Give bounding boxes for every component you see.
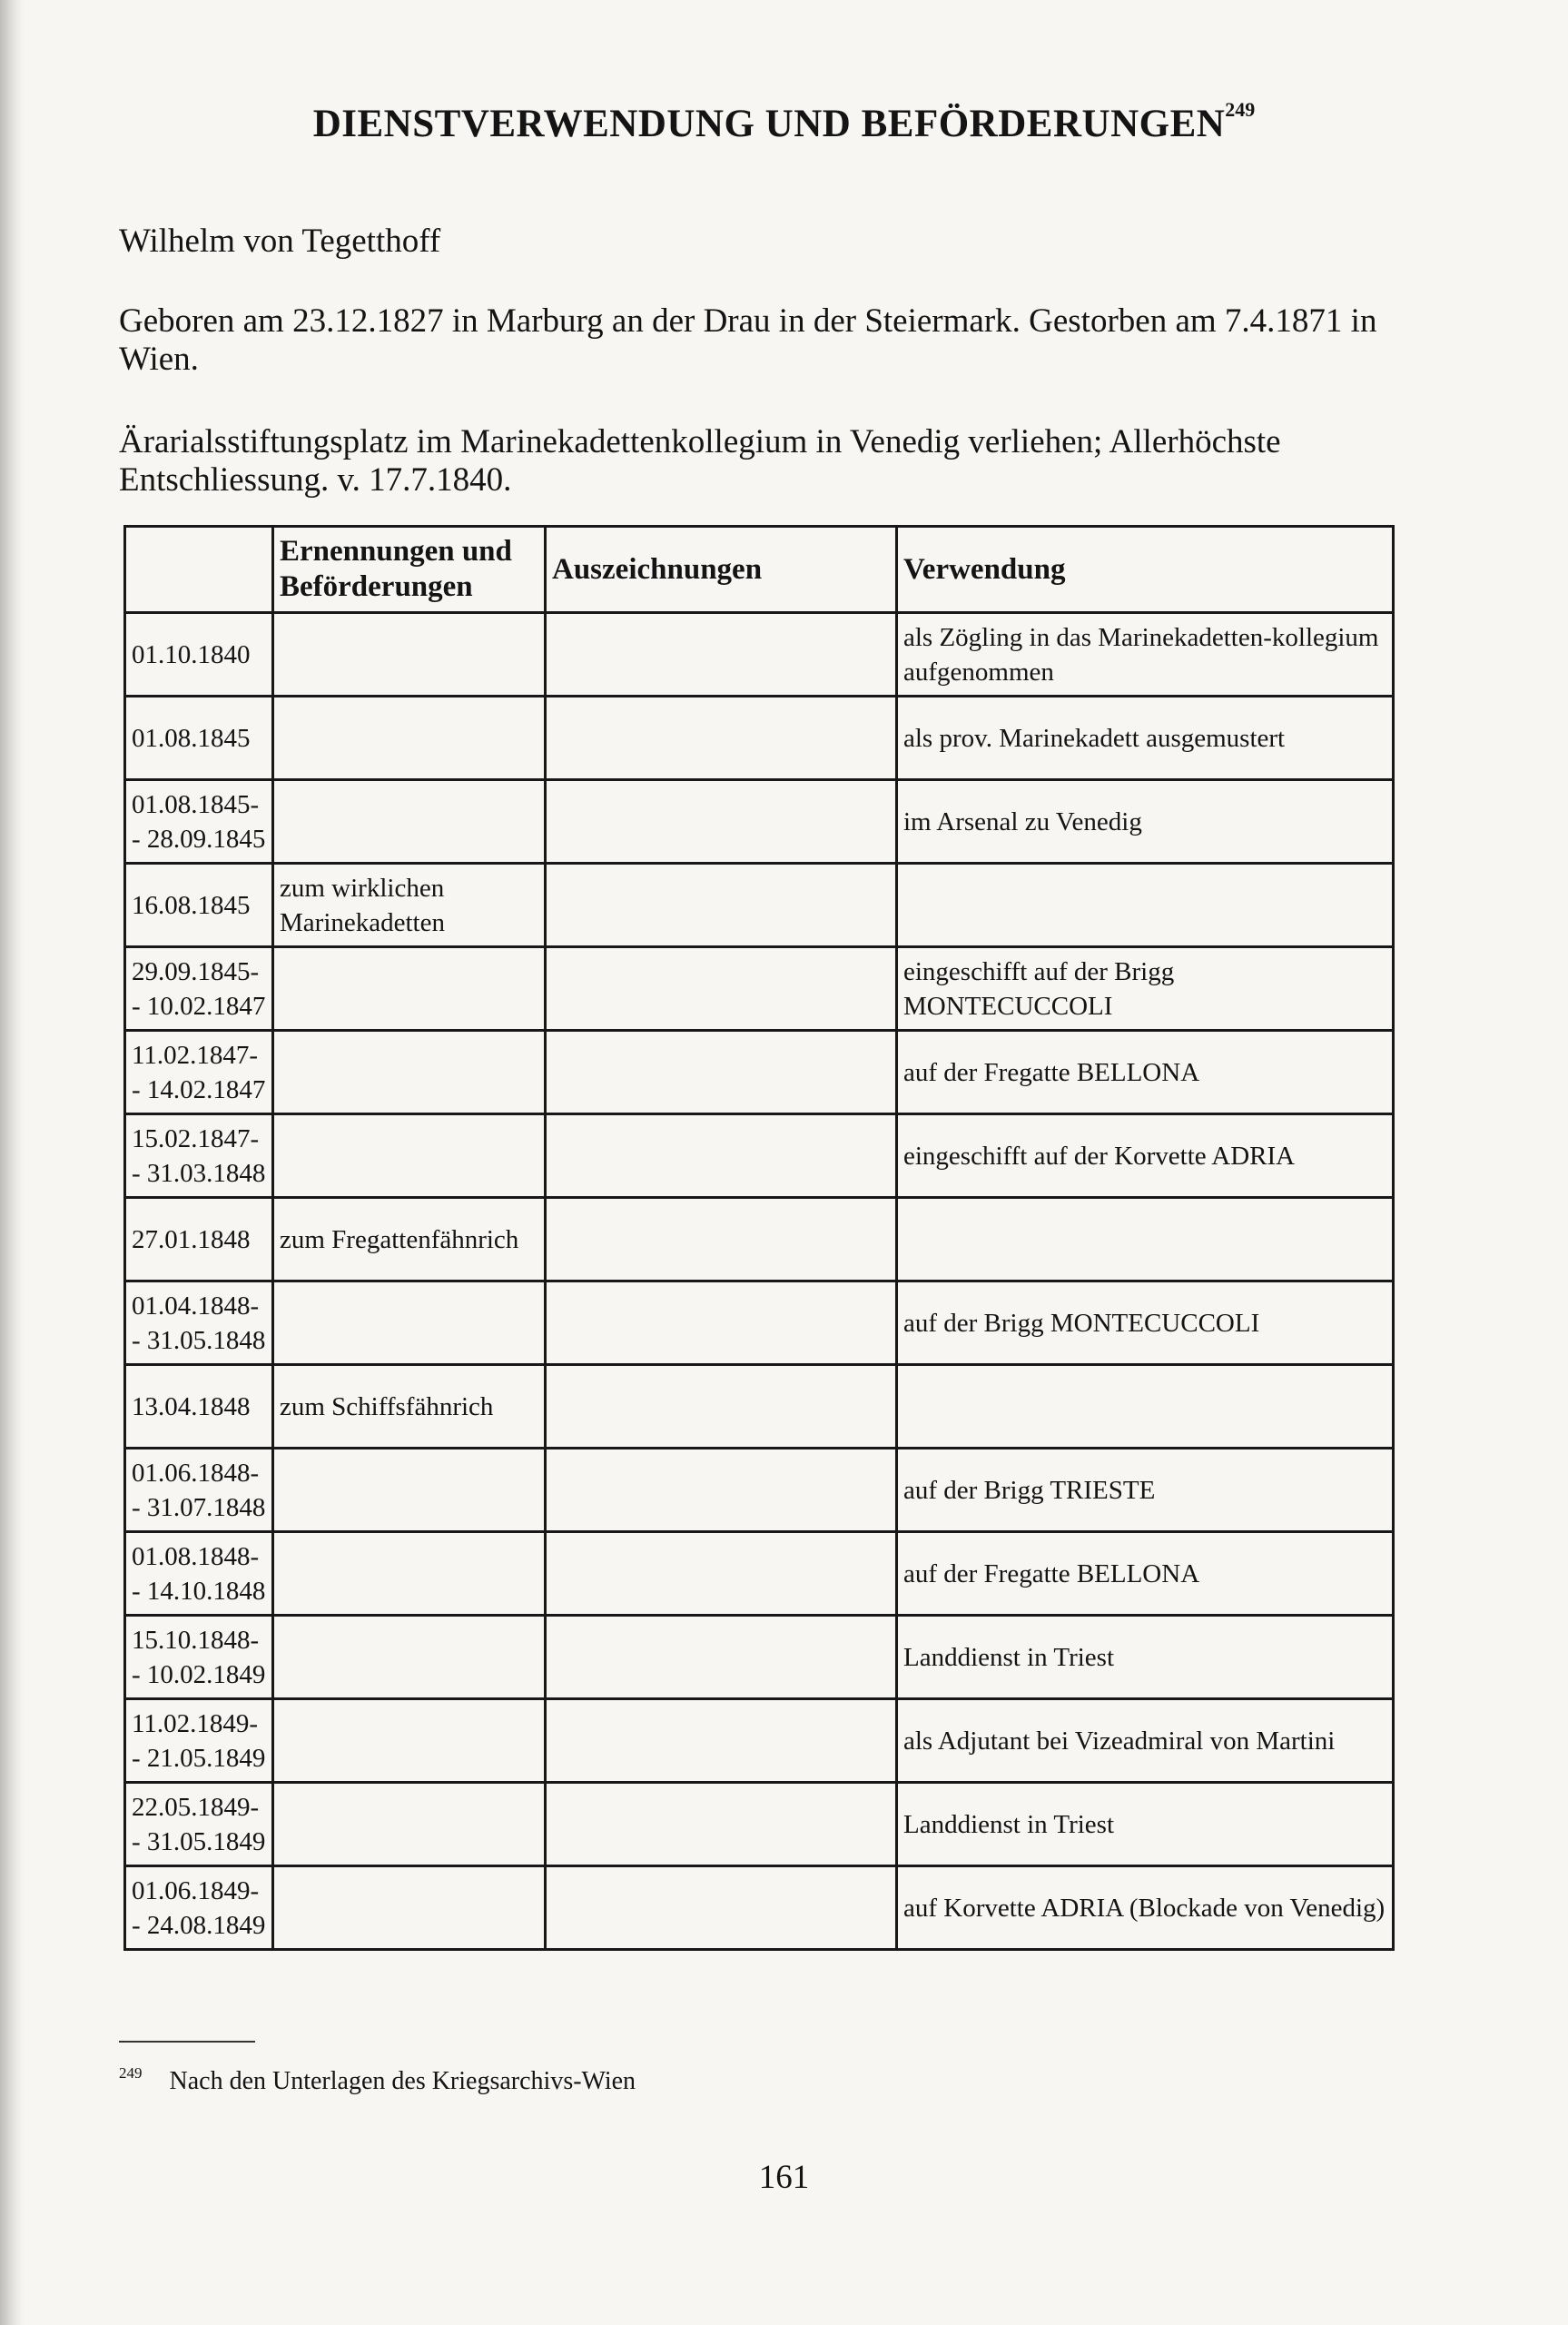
table-row <box>125 1281 1394 1365</box>
row-award <box>546 947 897 1031</box>
row-date: 01.04.1848-- 31.05.1848 <box>125 1281 273 1365</box>
row-promotion <box>273 780 546 864</box>
row-date: 11.02.1847-- 14.02.1847 <box>125 1031 273 1114</box>
service-record-body <box>125 613 1394 1950</box>
table-row <box>125 697 1394 780</box>
row-date: 01.08.1845 <box>125 697 273 780</box>
row-promotion <box>273 1699 546 1783</box>
table-row <box>125 1616 1394 1699</box>
row-award <box>546 1198 897 1281</box>
table-row <box>125 1449 1394 1532</box>
row-promotion: zum Schiffsfähnrich <box>273 1365 546 1449</box>
row-award <box>546 613 897 697</box>
row-award <box>546 864 897 947</box>
row-award <box>546 1532 897 1616</box>
row-assignment <box>897 1365 1394 1449</box>
row-assignment: Landdienst in Triest <box>897 1616 1394 1699</box>
row-award <box>546 780 897 864</box>
table-row <box>125 780 1394 864</box>
row-award <box>546 1449 897 1532</box>
footnote-divider <box>119 2041 255 2043</box>
row-assignment: als prov. Marinekadett ausgemustert <box>897 697 1394 780</box>
row-assignment: eingeschifft auf der Korvette ADRIA <box>897 1114 1394 1198</box>
table-header-row <box>125 527 1394 613</box>
row-date: 11.02.1849-- 21.05.1849 <box>125 1699 273 1783</box>
row-date: 01.08.1845-- 28.09.1845 <box>125 780 273 864</box>
row-promotion <box>273 1616 546 1699</box>
table-row <box>125 1783 1394 1866</box>
row-promotion <box>273 1866 546 1950</box>
row-date: 13.04.1848 <box>125 1365 273 1449</box>
row-award <box>546 1365 897 1449</box>
table-row <box>125 1866 1394 1950</box>
row-award <box>546 1031 897 1114</box>
row-promotion <box>273 1532 546 1616</box>
row-award <box>546 697 897 780</box>
row-assignment: als Adjutant bei Vizeadmiral von Martini <box>897 1699 1394 1783</box>
row-promotion <box>273 1031 546 1114</box>
table-row <box>125 947 1394 1031</box>
row-date: 01.06.1849-- 24.08.1849 <box>125 1866 273 1950</box>
row-date: 15.10.1848-- 10.02.1849 <box>125 1616 273 1699</box>
row-date: 27.01.1848 <box>125 1198 273 1281</box>
header-promotions: Ernennungen und Beförderungen <box>273 527 546 613</box>
row-award <box>546 1114 897 1198</box>
row-award <box>546 1866 897 1950</box>
row-award <box>546 1783 897 1866</box>
footnote <box>119 2064 636 2096</box>
table-row <box>125 864 1394 947</box>
table-row <box>125 1365 1394 1449</box>
table-row <box>125 1031 1394 1114</box>
table-row <box>125 1532 1394 1616</box>
row-date: 22.05.1849-- 31.05.1849 <box>125 1783 273 1866</box>
table-row <box>125 1699 1394 1783</box>
row-promotion <box>273 947 546 1031</box>
header-awards: Auszeichnungen <box>546 527 897 613</box>
row-date: 01.10.1840 <box>125 613 273 697</box>
row-assignment: auf der Brigg TRIESTE <box>897 1449 1394 1532</box>
row-promotion <box>273 1783 546 1866</box>
row-promotion <box>273 697 546 780</box>
title-footnote-ref: 249 <box>1225 98 1256 121</box>
row-assignment: auf Korvette ADRIA (Blockade von Venedig) <box>897 1866 1394 1950</box>
row-promotion: zum Fregattenfähnrich <box>273 1198 546 1281</box>
row-award <box>546 1281 897 1365</box>
service-record-table <box>123 525 1395 1951</box>
page-number: 161 <box>758 2159 810 2196</box>
row-date: 29.09.1845-- 10.02.1847 <box>125 947 273 1031</box>
table-row <box>125 613 1394 697</box>
row-assignment: auf der Fregatte BELLONA <box>897 1532 1394 1616</box>
birth-death-paragraph: Geboren am 23.12.1827 in Marburg an der Drau in der Steiermark. Gestorben am 7.4.1871 in Wien. <box>119 302 1377 378</box>
row-award <box>546 1699 897 1783</box>
row-date: 01.08.1848-- 14.10.1848 <box>125 1532 273 1616</box>
row-promotion <box>273 613 546 697</box>
header-assignment: Verwendung <box>897 527 1394 613</box>
person-name: Wilhelm von Tegetthoff <box>119 223 441 260</box>
footnote-text: Nach den Unterlagen des Kriegsarchivs-Wien <box>169 2067 636 2095</box>
table-row <box>125 1198 1394 1281</box>
row-assignment: im Arsenal zu Venedig <box>897 780 1394 864</box>
footnote-number: 249 <box>119 2064 143 2082</box>
row-promotion <box>273 1281 546 1365</box>
row-date: 16.08.1845 <box>125 864 273 947</box>
row-assignment: auf der Brigg MONTECUCCOLI <box>897 1281 1394 1365</box>
row-promotion: zum wirklichen Marinekadetten <box>273 864 546 947</box>
row-date: 15.02.1847-- 31.03.1848 <box>125 1114 273 1198</box>
page-title <box>0 98 1568 146</box>
row-assignment <box>897 864 1394 947</box>
page-binding-shadow <box>0 0 24 2325</box>
table-row <box>125 1114 1394 1198</box>
row-date: 01.06.1848-- 31.07.1848 <box>125 1449 273 1532</box>
header-date <box>125 527 273 613</box>
row-promotion <box>273 1449 546 1532</box>
row-assignment: Landdienst in Triest <box>897 1783 1394 1866</box>
row-award <box>546 1616 897 1699</box>
row-promotion <box>273 1114 546 1198</box>
grant-paragraph: Ärarialsstiftungsplatz im Marinekadettenkollegium in Venedig verliehen; Allerhöchste Entschliessung. v. 17.7.1840. <box>119 423 1281 499</box>
row-assignment: eingeschifft auf der Brigg MONTECUCCOLI <box>897 947 1394 1031</box>
row-assignment: als Zögling in das Marinekadetten-kollegium aufgenommen <box>897 613 1394 697</box>
page-title-text: DIENSTVERWENDUNG UND BEFÖRDERUNGEN <box>312 103 1226 145</box>
row-assignment <box>897 1198 1394 1281</box>
row-assignment: auf der Fregatte BELLONA <box>897 1031 1394 1114</box>
